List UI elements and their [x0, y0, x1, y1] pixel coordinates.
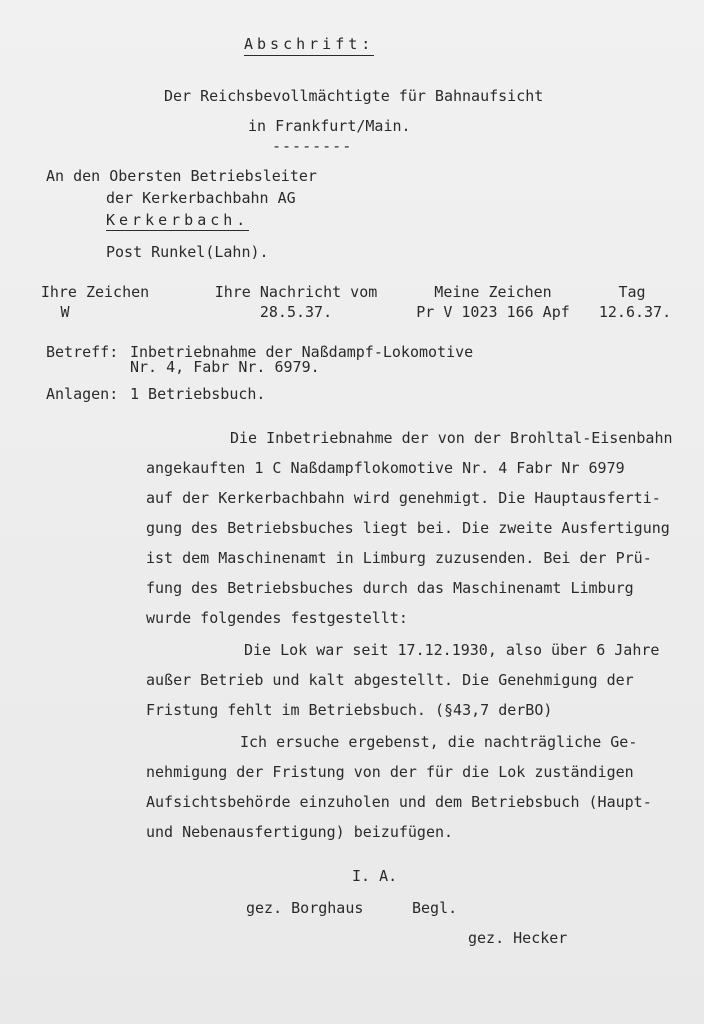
subject-line-2: Nr. 4, Fabr Nr. 6979. — [130, 358, 320, 376]
body-line: wurde folgendes festgestellt: — [146, 609, 408, 627]
body-line: fung des Betriebsbuches durch das Maschinenamt Limburg — [146, 579, 634, 597]
body-line: Aufsichtsbehörde einzuholen und dem Betriebsbuch (Haupt- — [146, 793, 652, 811]
document-heading: Abschrift: — [244, 34, 374, 56]
signature-certifier: gez. Hecker — [468, 929, 568, 947]
body-line: außer Betrieb und kalt abgestellt. Die Genehmigung der — [146, 671, 634, 689]
ref-value-ihre-zeichen: W — [60, 303, 70, 321]
subject-label: Betreff: — [46, 343, 119, 361]
attachments-value: 1 Betriebsbuch. — [130, 385, 266, 403]
signature-certified: Begl. — [412, 899, 458, 917]
sender-line-2: in Frankfurt/Main. — [248, 117, 411, 135]
body-line: ist dem Maschinenamt in Limburg zuzusenden. Bei der Prü- — [146, 549, 652, 567]
body-line: und Nebenausfertigung) beizufügen. — [146, 823, 454, 841]
ref-value-ihre-nachricht: 28.5.37. — [259, 303, 333, 321]
ref-header-ihre-nachricht: Ihre Nachricht vom — [214, 283, 378, 301]
signature-ia: I. A. — [352, 867, 398, 885]
attachments-label: Anlagen: — [46, 385, 119, 403]
subject-line-1: Inbetriebnahme der Naßdampf-Lokomotive — [130, 343, 474, 361]
sender-line-1: Der Reichsbevollmächtigte für Bahnaufsicht — [164, 87, 544, 105]
body-line: Fristung fehlt im Betriebsbuch. (§43,7 derBO) — [146, 701, 553, 719]
ref-value-tag: 12.6.37. — [598, 303, 672, 321]
body-line: Die Inbetriebnahme der von der Brohltal-Eisenbahn — [230, 429, 673, 447]
body-line: gung des Betriebsbuches liegt bei. Die zweite Ausfertigung — [146, 519, 670, 537]
body-line: auf der Kerkerbachbahn wird genehmigt. Die Hauptausferti- — [146, 489, 661, 507]
recipient-line-2: der Kerkerbachbahn AG — [106, 189, 296, 207]
body-line: Ich ersuche ergebenst, die nachträgliche Ge- — [240, 733, 638, 751]
ref-value-meine-zeichen: Pr V 1023 166 Apf — [416, 303, 570, 321]
recipient-line-4: Post Runkel(Lahn). — [106, 243, 269, 261]
recipient-line-3: Kerkerbach. — [106, 211, 250, 229]
body-line: nehmigung der Fristung von der für die Lok zuständigen — [146, 763, 634, 781]
recipient-line-1: An den Obersten Betriebsleiter — [46, 167, 317, 185]
ref-header-ihre-zeichen: Ihre Zeichen — [40, 283, 150, 301]
body-line: Die Lok war seit 17.12.1930, also über 6 Jahre — [244, 641, 660, 659]
body-line: angekauften 1 C Naßdampflokomotive Nr. 4 Fabr Nr 6979 — [146, 459, 625, 477]
ref-header-meine-zeichen: Meine Zeichen — [434, 283, 552, 301]
sender-separator: -------- — [272, 137, 353, 155]
signature-signer: gez. Borghaus — [246, 899, 364, 917]
ref-header-tag: Tag — [618, 283, 646, 301]
